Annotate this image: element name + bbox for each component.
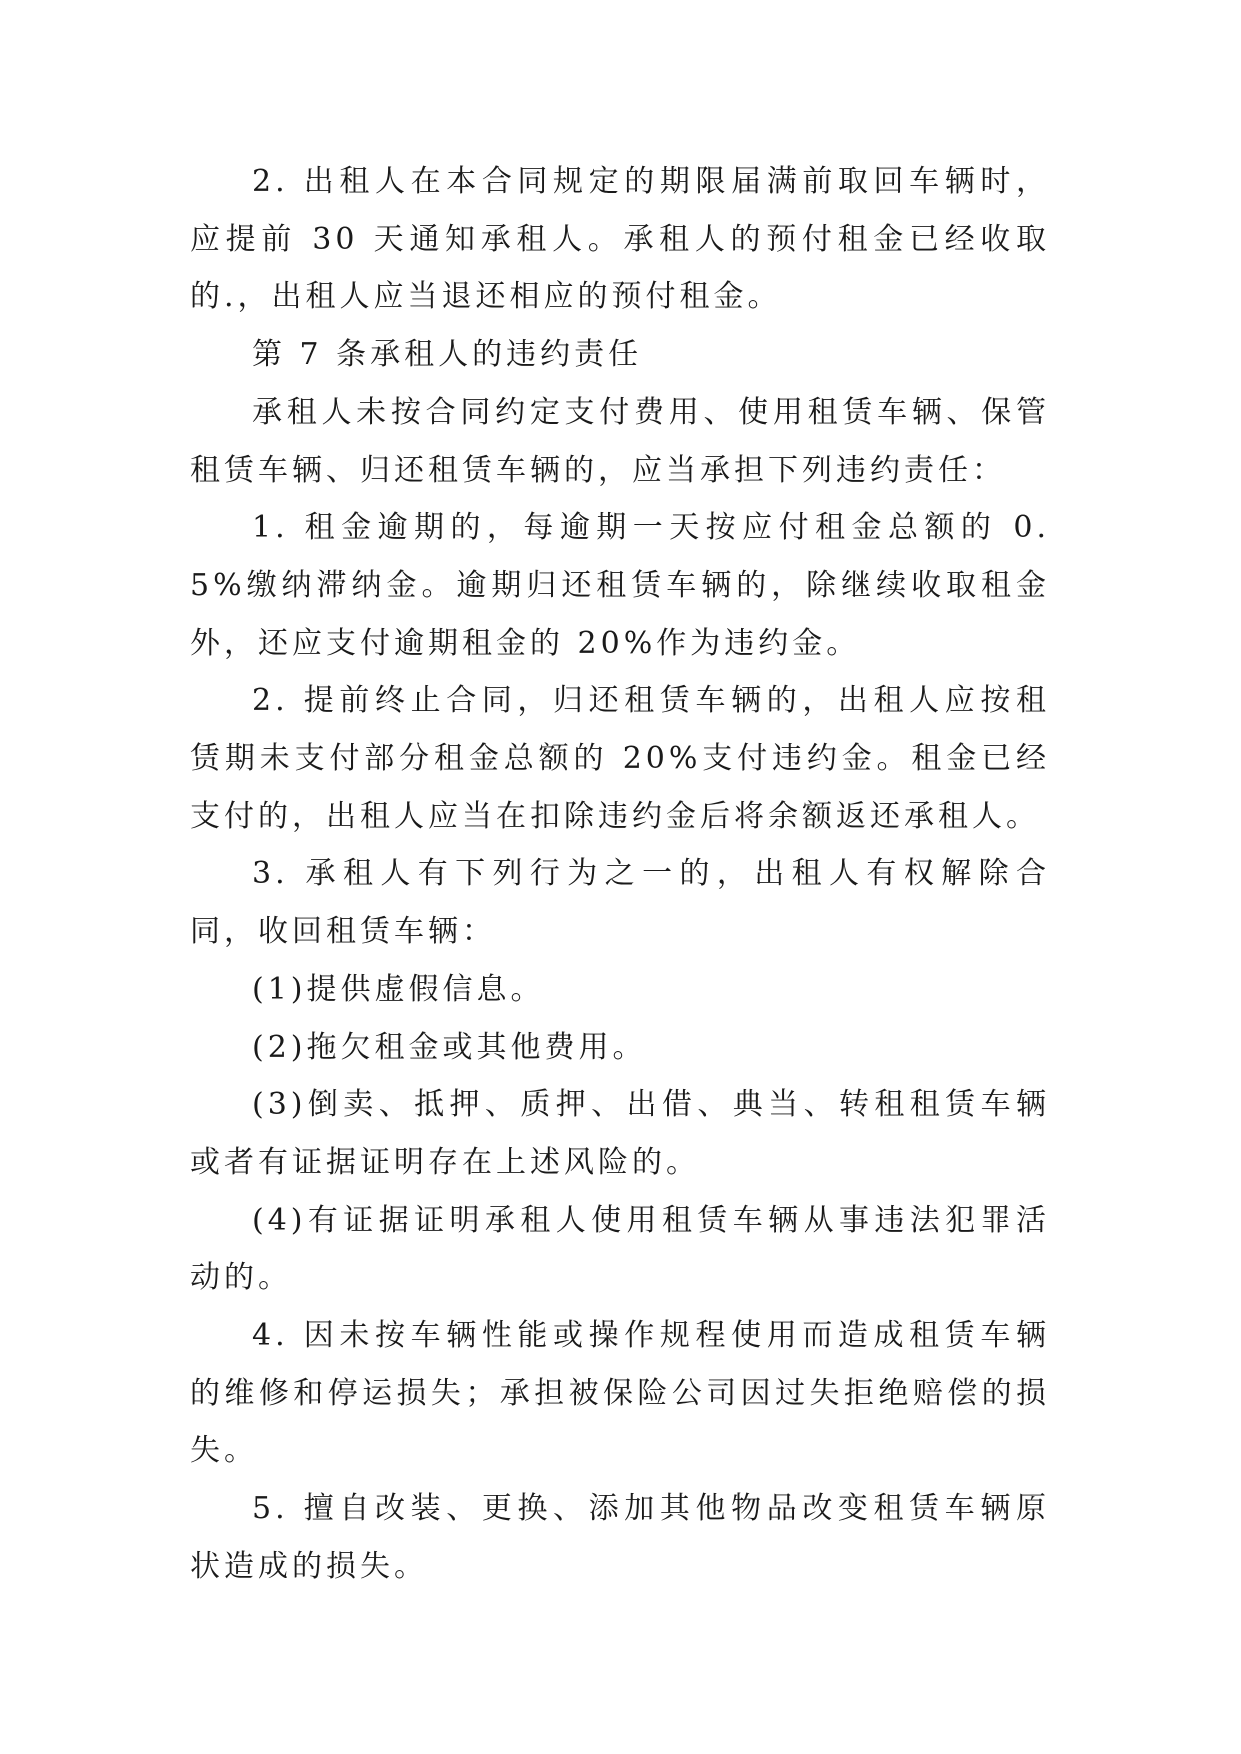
paragraph-subitem-1: (1)提供虚假信息。 [252, 971, 545, 1007]
document-body [190, 153, 1050, 1596]
paragraph-item-2-early-termination: 2. 提前终止合同，归还租赁车辆的，出租人应按租赁期未支付部分租金总额的 20%支付违约金。租金已经支付的，出租人应当在扣除违约金后将余额返还承租人。 [190, 683, 1050, 834]
paragraph-item-1-overdue-rent: 1. 租金逾期的，每逾期一天按应付租金总额的 0.5%缴纳滞纳金。逾期归还租赁车辆的，除继续收取租金外，还应支付逾期租金的 20%作为违约金。 [190, 510, 1050, 661]
paragraph-subitem-2: (2)拖欠租金或其他费用。 [252, 1029, 647, 1065]
paragraph-item-3-termination-rights: 3. 承租人有下列行为之一的，出租人有权解除合同，收回租赁车辆： [190, 856, 1050, 950]
paragraph-item-5-modification-losses: 5. 擅自改装、更换、添加其他物品改变租赁车辆原状造成的损失。 [190, 1491, 1050, 1584]
paragraph-subitem-3: (3)倒卖、抵押、质押、出借、典当、转租租赁车辆或者有证据证明存在上述风险的。 [190, 1087, 1050, 1180]
paragraph-item-4-misuse-losses: 4. 因未按车辆性能或操作规程使用而造成租赁车辆的维修和停运损失；承担被保险公司因过失拒绝赔偿的损失。 [190, 1318, 1050, 1469]
paragraph-lessee-liability-intro: 承租人未按合同约定支付费用、使用租赁车辆、保管租赁车辆、归还租赁车辆的，应当承担下列违约责任： [190, 394, 1050, 488]
paragraph-early-reclaim: 2. 出租人在本合同规定的期限届满前取回车辆时，应提前 30 天通知承租人。承租人的预付租金已经收取的.，出租人应当退还相应的预付租金。 [190, 164, 1050, 315]
paragraph-subitem-4: (4)有证据证明承租人使用租赁车辆从事违法犯罪活动的。 [190, 1202, 1050, 1296]
section-heading-article-7: 第 7 条承租人的违约责任 [252, 337, 643, 373]
